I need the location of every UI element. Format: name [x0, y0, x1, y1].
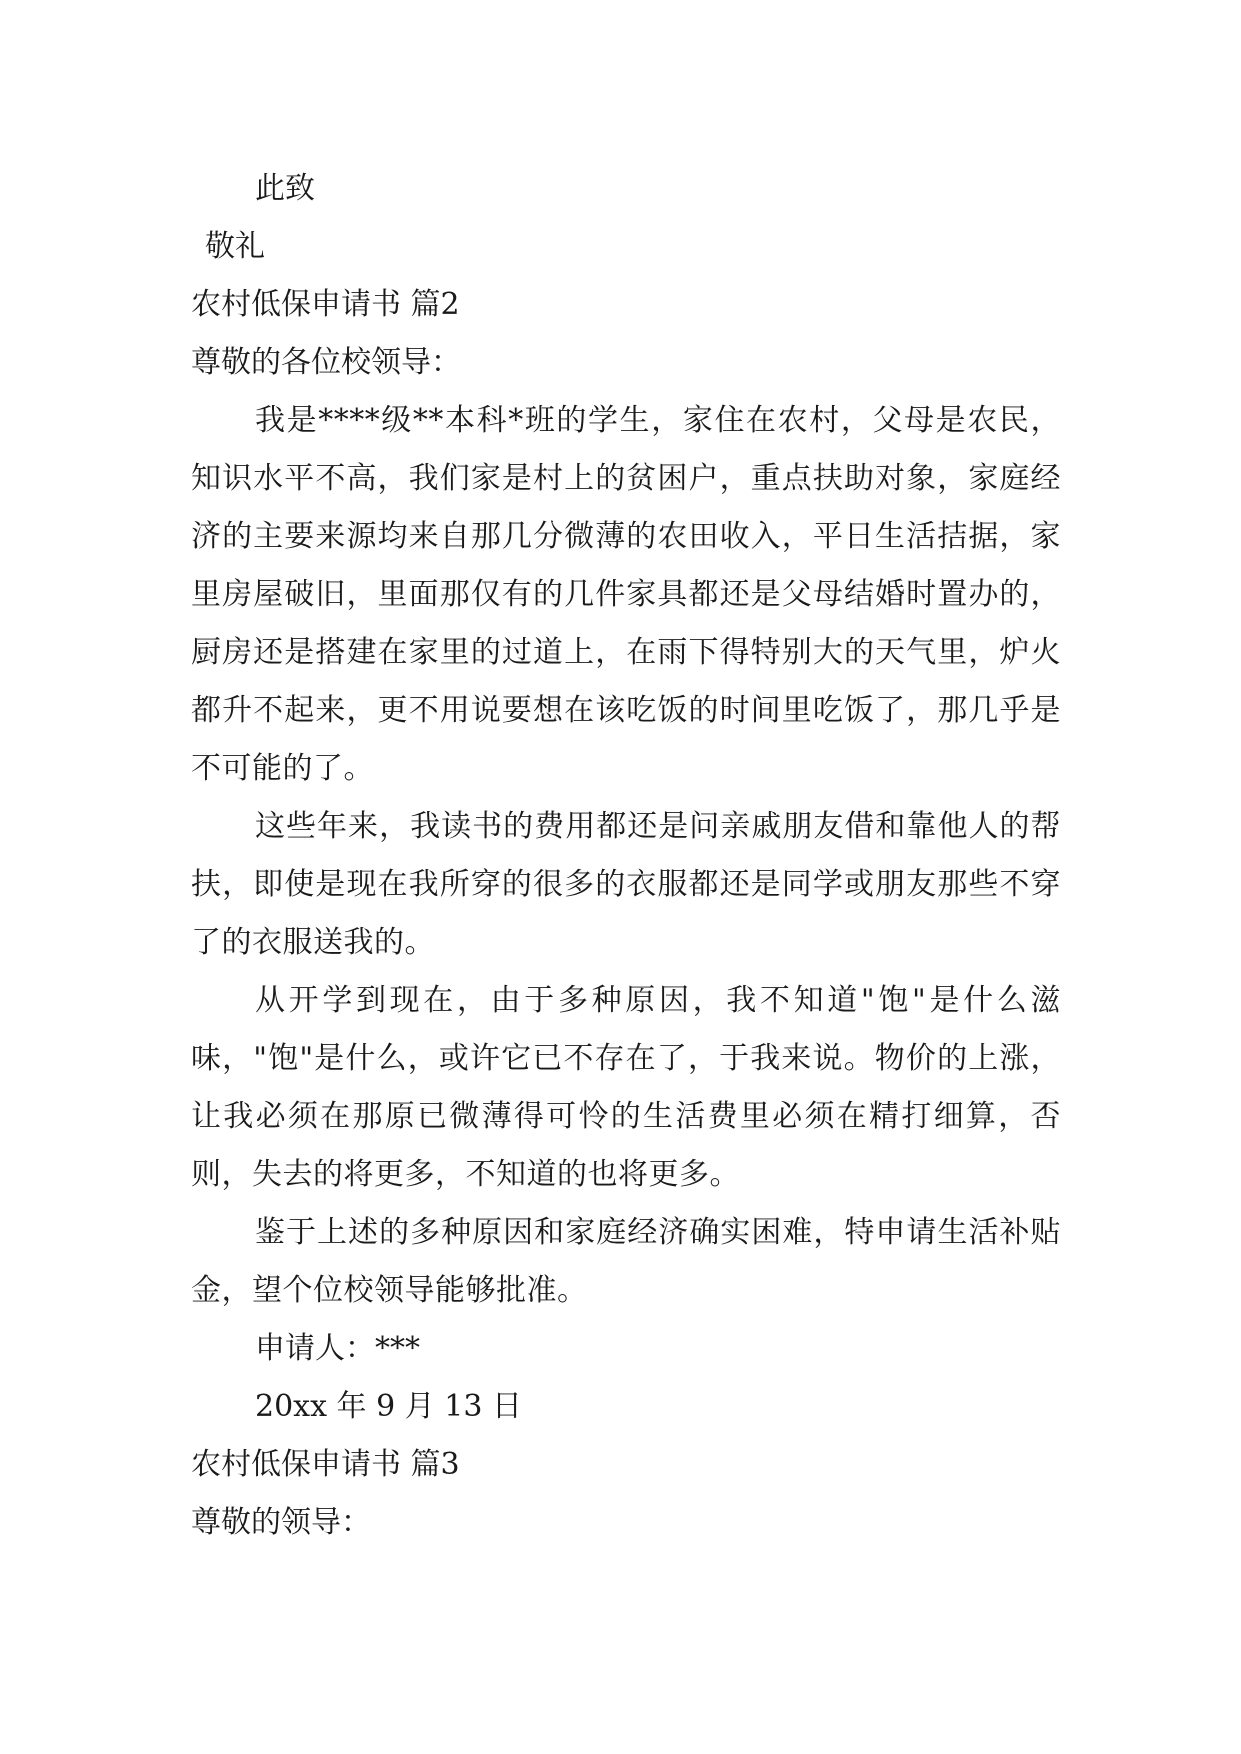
section2-paragraph-4: 鉴于上述的多种原因和家庭经济确实困难，特申请生活补贴金，望个位校领导能够批准。 [191, 1215, 1061, 1308]
section2-paragraph-3: 从开学到现在，由于多种原因，我不知道"饱"是什么滋味，"饱"是什么，或许它已不存在了，于我来说。物价的上涨，让我必须在那原已微薄得可怜的生活费里必须在精打细算，否则，失去的将更多，不知道的也将更多。 [191, 983, 1061, 1192]
document-body [191, 160, 1061, 1552]
section2-title: 农村低保申请书 篇2 [191, 287, 460, 322]
section2-greeting: 尊敬的各位校领导： [191, 345, 461, 380]
date-line: 20xx 年 9 月 13 日 [255, 1389, 522, 1424]
section3-greeting: 尊敬的领导： [191, 1505, 371, 1540]
section3-title: 农村低保申请书 篇3 [191, 1447, 460, 1482]
section2-paragraph-1: 我是****级**本科*班的学生，家住在农村，父母是农民，知识水平不高，我们家是村上的贫困户，重点扶助对象，家庭经济的主要来源均来自那几分微薄的农田收入，平日生活拮据，家里房屋破旧，里面那仅有的几件家具都还是父母结婚时置办的，厨房还是搭建在家里的过道上，在雨下得特别大的天气里，炉火都升不起来，更不用说要想在该吃饭的时间里吃饭了，那几乎是不可能的了。 [191, 403, 1061, 786]
salute-text: 敬礼 [205, 229, 265, 264]
applicant-line: 申请人：*** [255, 1331, 420, 1366]
closing-text: 此致 [255, 171, 315, 206]
section2-paragraph-2: 这些年来，我读书的费用都还是问亲戚朋友借和靠他人的帮扶，即使是现在我所穿的很多的衣服都还是同学或朋友那些不穿了的衣服送我的。 [191, 809, 1061, 960]
